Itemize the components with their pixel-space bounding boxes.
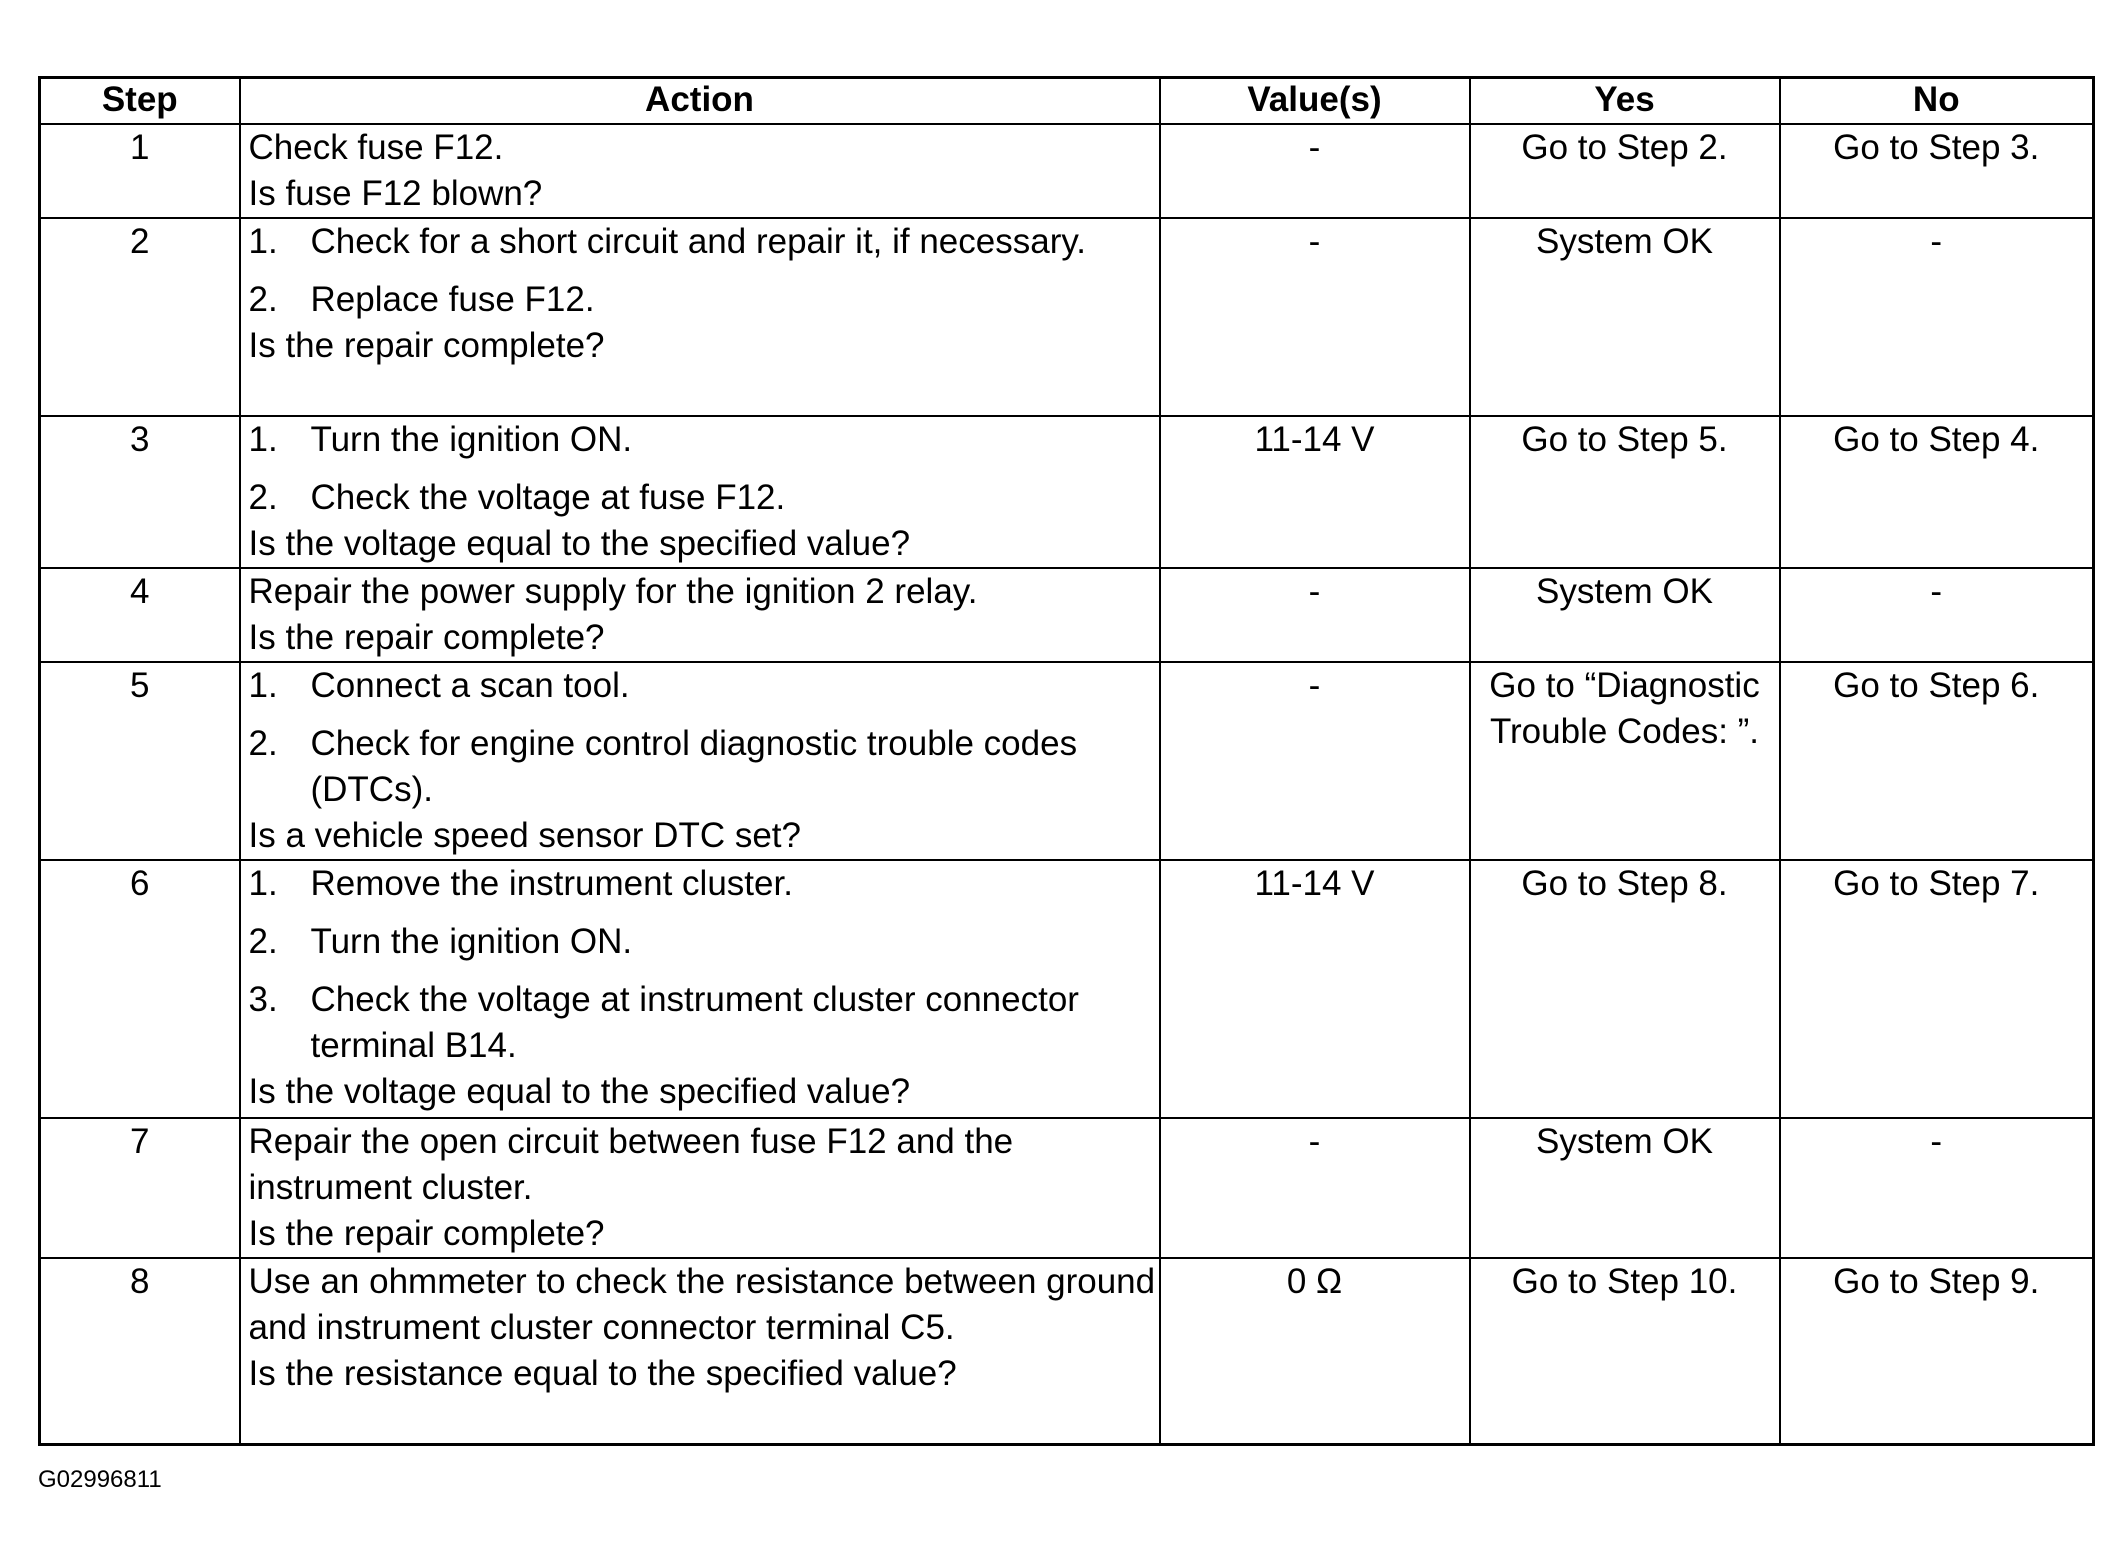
item-text: Connect a scan tool.: [310, 666, 630, 705]
step-cell: 5: [40, 662, 240, 860]
action-cell: [240, 662, 1160, 860]
action-question: Is the voltage equal to the specified value?: [248, 1072, 911, 1111]
action-list-item: [249, 977, 1159, 1069]
value-cell: -: [1160, 1118, 1470, 1258]
action-list-item: [249, 663, 1159, 709]
action-list-item: [249, 861, 1159, 907]
no-cell: Go to Step 6.: [1780, 662, 2094, 860]
item-text: Turn the ignition ON.: [310, 922, 633, 961]
no-cell: Go to Step 3.: [1780, 124, 2094, 218]
yes-cell: System OK: [1470, 218, 1780, 416]
header-row: [40, 78, 2094, 125]
item-text: Replace fuse F12.: [310, 280, 595, 319]
action-cell: [240, 1258, 1160, 1444]
yes-cell: Go to Step 2.: [1470, 124, 1780, 218]
step-cell: 4: [40, 568, 240, 662]
header-yes: Yes: [1470, 78, 1780, 125]
action-line: Use an ohmmeter to check the resistance between ground and instrument cluster connector terminal C5.: [248, 1262, 1156, 1347]
table-row: [40, 1258, 2094, 1444]
table-row: [40, 124, 2094, 218]
step-cell: 2: [40, 218, 240, 416]
item-text: Check for a short circuit and repair it, if necessary.: [310, 222, 1086, 261]
no-cell: -: [1780, 568, 2094, 662]
value-cell: -: [1160, 124, 1470, 218]
action-list-item: [249, 219, 1159, 265]
action-cell: [240, 860, 1160, 1118]
item-number: 3.: [248, 980, 278, 1019]
item-text: Check the voltage at fuse F12.: [310, 478, 786, 517]
action-list-item: [249, 475, 1159, 521]
action-line: Repair the open circuit between fuse F12 and the instrument cluster.: [248, 1122, 1014, 1207]
item-number: 2.: [248, 724, 278, 763]
table-row: [40, 416, 2094, 568]
action-list-item: [249, 417, 1159, 463]
header-values: Value(s): [1160, 78, 1470, 125]
header-action: Action: [240, 78, 1160, 125]
action-line: Repair the power supply for the ignition 2 relay.: [248, 572, 978, 611]
table-row: [40, 662, 2094, 860]
step-cell: 8: [40, 1258, 240, 1444]
step-cell: 1: [40, 124, 240, 218]
item-number: 1.: [248, 420, 278, 459]
action-line: Check fuse F12.: [248, 128, 504, 167]
no-cell: Go to Step 4.: [1780, 416, 2094, 568]
action-question: Is a vehicle speed sensor DTC set?: [248, 816, 801, 855]
item-text: Check for engine control diagnostic trouble codes (DTCs).: [310, 724, 1078, 809]
table-body: [40, 124, 2094, 1444]
action-question: Is the repair complete?: [248, 326, 605, 365]
action-cell: [240, 1118, 1160, 1258]
no-cell: -: [1780, 1118, 2094, 1258]
action-question: Is the voltage equal to the specified value?: [248, 524, 911, 563]
action-cell: [240, 124, 1160, 218]
figure-code: G02996811: [38, 1466, 162, 1493]
action-line: Is the resistance equal to the specified value?: [248, 1354, 957, 1393]
yes-cell: Go to Step 10.: [1470, 1258, 1780, 1444]
yes-cell: Go to Step 8.: [1470, 860, 1780, 1118]
step-cell: 6: [40, 860, 240, 1118]
item-number: 2.: [248, 280, 278, 319]
header-no: No: [1780, 78, 2094, 125]
value-cell: -: [1160, 568, 1470, 662]
item-text: Check the voltage at instrument cluster connector terminal B14.: [310, 980, 1079, 1065]
action-list-item: [249, 277, 1159, 323]
item-number: 1.: [248, 864, 278, 903]
table-row: [40, 218, 2094, 416]
no-cell: Go to Step 9.: [1780, 1258, 2094, 1444]
table-row: [40, 1118, 2094, 1258]
yes-cell: Go to Step 5.: [1470, 416, 1780, 568]
item-number: 2.: [248, 922, 278, 961]
action-cell: [240, 568, 1160, 662]
no-cell: Go to Step 7.: [1780, 860, 2094, 1118]
no-cell: -: [1780, 218, 2094, 416]
step-cell: 7: [40, 1118, 240, 1258]
action-line: Is the repair complete?: [248, 618, 605, 657]
action-list-item: [249, 919, 1159, 965]
action-line: Is the repair complete?: [248, 1214, 605, 1253]
yes-cell: Go to “Diagnostic Trouble Codes: ”.: [1470, 662, 1780, 860]
value-cell: 0 Ω: [1160, 1258, 1470, 1444]
step-cell: 3: [40, 416, 240, 568]
item-number: 2.: [248, 478, 278, 517]
action-list-item: [249, 721, 1159, 813]
diagnostic-table: [38, 76, 2095, 1446]
item-number: 1.: [248, 666, 278, 705]
value-cell: -: [1160, 218, 1470, 416]
table-row: [40, 860, 2094, 1118]
item-text: Turn the ignition ON.: [310, 420, 633, 459]
action-line: Is fuse F12 blown?: [248, 174, 543, 213]
value-cell: -: [1160, 662, 1470, 860]
value-cell: 11-14 V: [1160, 416, 1470, 568]
yes-cell: System OK: [1470, 568, 1780, 662]
item-number: 1.: [248, 222, 278, 261]
yes-cell: System OK: [1470, 1118, 1780, 1258]
action-cell: [240, 416, 1160, 568]
table-row: [40, 568, 2094, 662]
action-cell: [240, 218, 1160, 416]
item-text: Remove the instrument cluster.: [310, 864, 793, 903]
value-cell: 11-14 V: [1160, 860, 1470, 1118]
header-step: Step: [40, 78, 240, 125]
